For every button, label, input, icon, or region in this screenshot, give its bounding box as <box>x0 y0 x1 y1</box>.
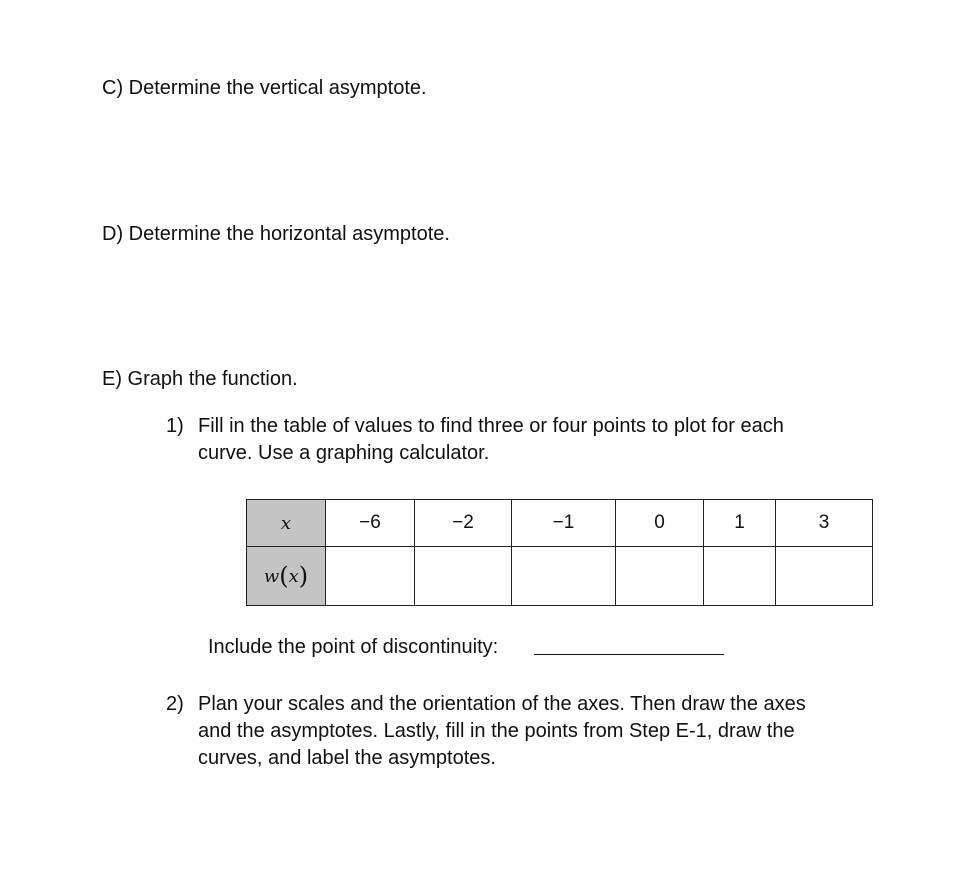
step-2-line-1: Plan your scales and the orientation of the axes. Then draw the axes <box>198 693 806 715</box>
step-2-instructions <box>166 691 886 776</box>
step-1-number: 1) <box>166 415 184 437</box>
w-value-cell[interactable] <box>512 547 616 606</box>
question-d-horizontal-asymptote: D) Determine the horizontal asymptote. <box>102 223 450 245</box>
step-2-text <box>198 691 806 772</box>
x-value-cell: −2 <box>415 500 512 547</box>
question-e-graph-function: E) Graph the function. <box>102 368 298 390</box>
table-row-w <box>247 547 873 606</box>
step-2-line-3: curves, and label the asymptotes. <box>198 747 496 769</box>
step-1-text <box>198 413 784 467</box>
x-value-cell: −1 <box>512 500 616 547</box>
step-2-number: 2) <box>166 693 184 715</box>
x-value-cell: −6 <box>326 500 415 547</box>
step-1-instructions <box>166 413 866 473</box>
table-of-values <box>246 499 873 606</box>
x-header-cell: x <box>247 500 326 547</box>
w-value-cell[interactable] <box>616 547 704 606</box>
step-1-line-1: Fill in the table of values to find three or four points to plot for each <box>198 415 784 437</box>
x-value-cell: 0 <box>616 500 704 547</box>
w-value-cell[interactable] <box>704 547 776 606</box>
step-2-line-2: and the asymptotes. Lastly, fill in the points from Step E-1, draw the <box>198 720 795 742</box>
w-value-cell[interactable] <box>326 547 415 606</box>
discontinuity-answer-blank[interactable] <box>534 654 724 655</box>
x-value-cell: 1 <box>704 500 776 547</box>
discontinuity-label: Include the point of discontinuity: <box>208 636 499 658</box>
step-1-line-2: curve. Use a graphing calculator. <box>198 442 490 464</box>
table-row-x <box>247 500 873 547</box>
w-value-cell[interactable] <box>415 547 512 606</box>
x-value-cell: 3 <box>776 500 873 547</box>
w-function-name: w <box>263 566 280 587</box>
w-value-cell[interactable] <box>776 547 873 606</box>
w-function-arg: x <box>288 566 299 587</box>
question-c-vertical-asymptote: C) Determine the vertical asymptote. <box>102 77 427 99</box>
w-header-cell: w(x) <box>247 547 326 606</box>
